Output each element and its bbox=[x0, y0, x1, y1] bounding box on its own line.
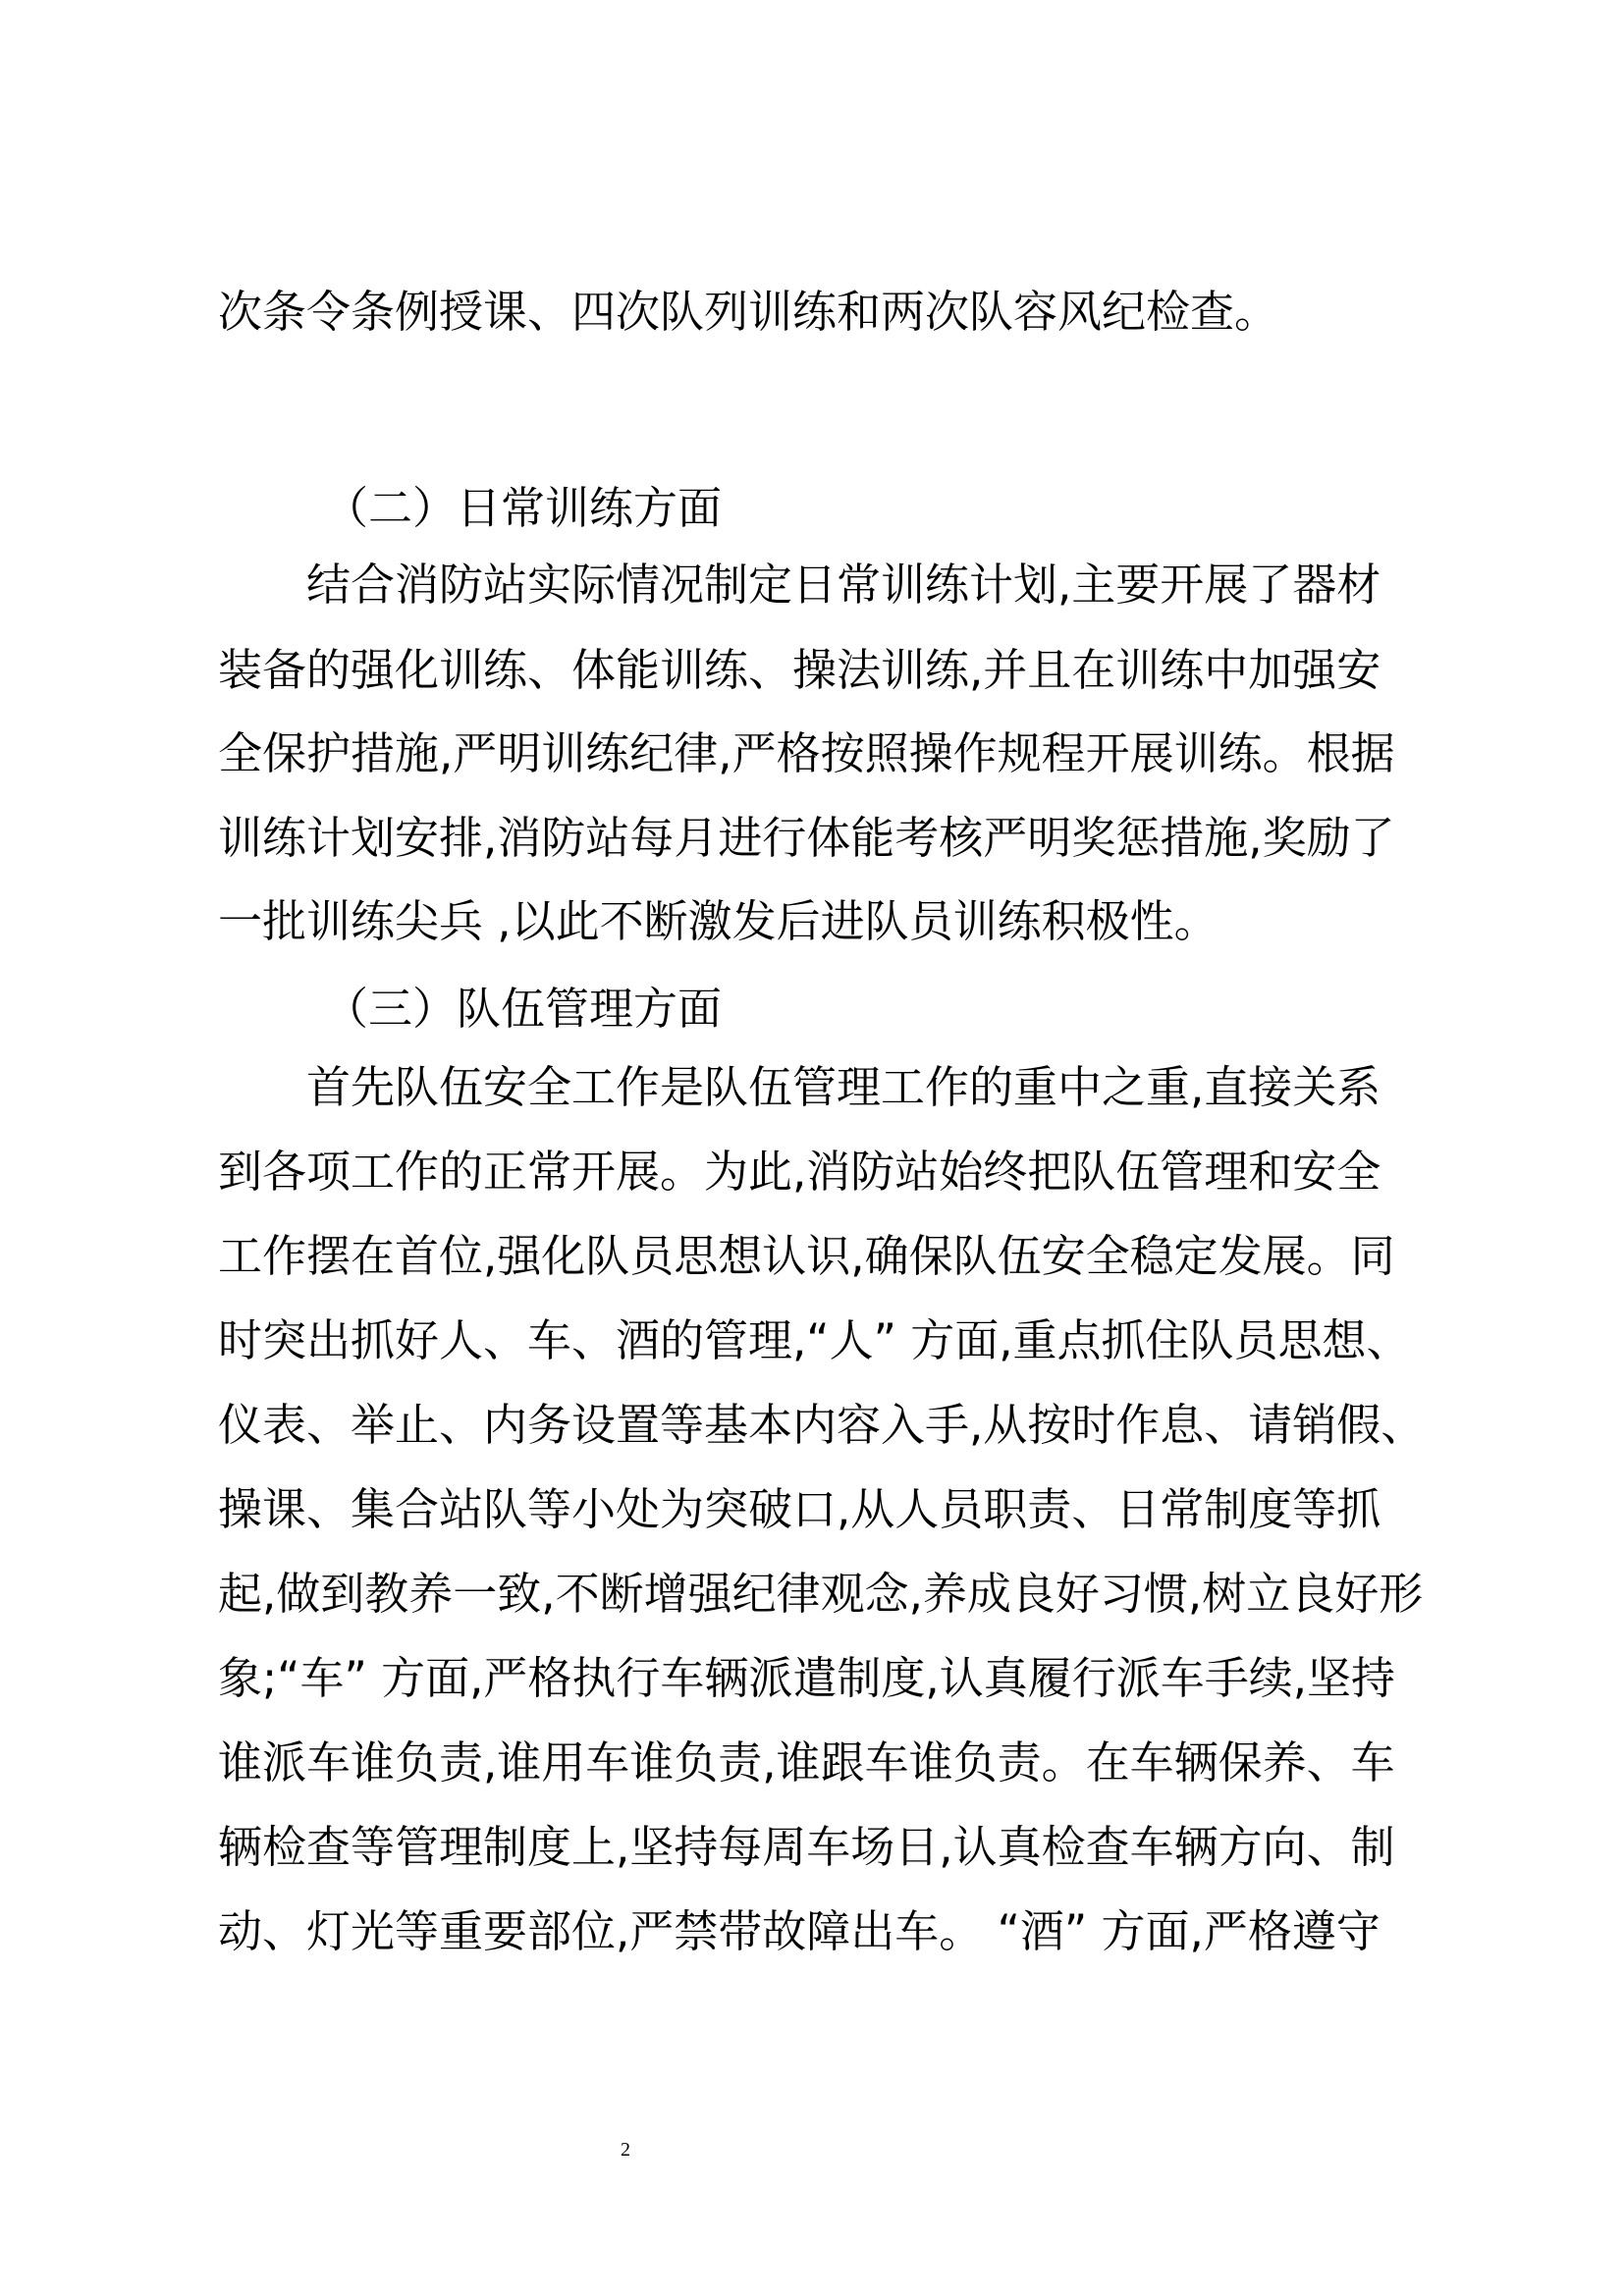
paragraph-line: 仪表、举止、内务设置等基本内容入手,从按时作息、请销假、 bbox=[218, 1399, 1426, 1451]
paragraph-line: 训练计划安排,消防站每月进行体能考核严明奖惩措施,奖励了 bbox=[218, 812, 1395, 864]
paragraph-line: 时突出抓好人、车、酒的管理,“人” 方面,重点抓住队员思想、 bbox=[218, 1314, 1411, 1366]
paragraph-line: 动、灯光等重要部位,严禁带故障出车。 “酒” 方面,严格遵守 bbox=[218, 1905, 1380, 1957]
paragraph-line: 起,做到教养一致,不断增强纪律观念,养成良好习惯,树立良好形 bbox=[218, 1568, 1424, 1620]
paragraph-line: 辆检查等管理制度上,坚持每周车场日,认真检查车辆方向、制 bbox=[218, 1821, 1395, 1873]
paragraph-line: 到各项工作的正常开展。为此,消防站始终把队伍管理和安全 bbox=[218, 1146, 1381, 1198]
paragraph-line: 一批训练尖兵 ,以此不断激发后进队员训练积极性。 bbox=[218, 895, 1218, 947]
paragraph-line: 操课、集合站队等小处为突破口,从人员职责、日常制度等抓 bbox=[218, 1483, 1381, 1535]
section-heading-daily-training: （二）日常训练方面 bbox=[324, 482, 723, 534]
section-heading-team-management: （三）队伍管理方面 bbox=[324, 983, 723, 1035]
paragraph-line: 全保护措施,严明训练纪律,严格按照操作规程开展训练。根据 bbox=[218, 727, 1395, 779]
paragraph-line: 工作摆在首位,强化队员思想认识,确保队伍安全稳定发展。同 bbox=[218, 1230, 1395, 1282]
paragraph-line: 结合消防站实际情况制定日常训练计划,主要开展了器材 bbox=[306, 559, 1381, 611]
paragraph-line: 首先队伍安全工作是队伍管理工作的重中之重,直接关系 bbox=[306, 1061, 1381, 1113]
paragraph-continuation-line: 次条令条例授课、四次队列训练和两次队容风纪检查。 bbox=[218, 286, 1279, 338]
paragraph-line: 装备的强化训练、体能训练、操法训练,并且在训练中加强安 bbox=[218, 644, 1381, 696]
paragraph-line: 象;“车” 方面,严格执行车辆派遣制度,认真履行派车手续,坚持 bbox=[218, 1652, 1396, 1704]
page-number: 2 bbox=[621, 2139, 630, 2161]
paragraph-line: 谁派车谁负责,谁用车谁负责,谁跟车谁负责。在车辆保养、车 bbox=[218, 1736, 1395, 1789]
